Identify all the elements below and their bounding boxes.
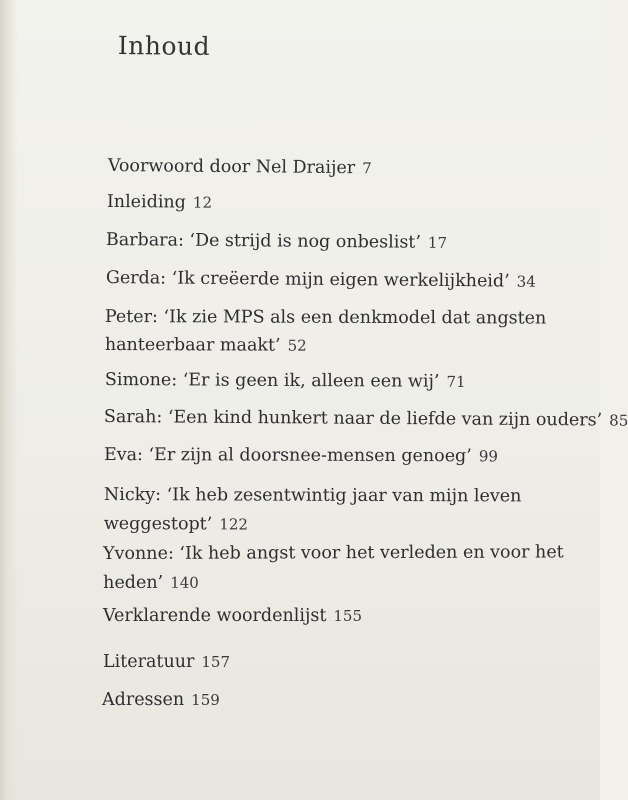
toc-entry-page: 71 — [446, 372, 466, 391]
toc-entry-title: Literatuur — [103, 652, 195, 672]
toc-entry-page: 155 — [333, 607, 363, 625]
toc-entry — [105, 303, 547, 361]
toc-entry-title: Gerda: ‘Ik creëerde mijn eigen werkelijkheid’ — [105, 267, 510, 292]
toc-entry-title-continued: weggestopt’ — [103, 513, 213, 535]
toc-entry-title-continued: heden’ — [103, 572, 164, 593]
toc-entry-page: 12 — [192, 193, 213, 212]
toc-entry — [105, 368, 466, 394]
toc-entry-page: 34 — [516, 272, 536, 291]
toc-entry — [103, 650, 230, 674]
toc-entry-page: 159 — [191, 691, 220, 709]
page-title: Inhoud — [117, 30, 211, 61]
toc-entry — [104, 443, 498, 468]
toc-entry-title: Eva: ‘Er zijn al doorsnee-mensen genoeg’ — [103, 445, 472, 467]
toc-entry — [106, 266, 536, 294]
toc-entry-title: Yvonne: ‘Ik heb angst voor het verleden en voor het — [103, 542, 564, 564]
toc-entry-title: Adressen — [102, 690, 185, 710]
toc-entry — [102, 688, 220, 712]
toc-entry-page: 99 — [478, 447, 498, 466]
toc-entry — [103, 604, 362, 628]
toc-entry-title: Peter: ‘Ik zie MPS als een denkmodel dat angsten — [104, 306, 547, 329]
toc-entry — [107, 190, 212, 215]
toc-entry — [104, 481, 522, 540]
toc-entry-page: 7 — [362, 159, 372, 178]
toc-entry-page: 122 — [219, 515, 248, 534]
toc-entry-title: Sarah: ‘Een kind hunkert naar de liefde van zijn ouders’ — [103, 406, 603, 431]
toc-entry-title: Nicky: ‘Ik heb zesentwintig jaar van mijn leven — [103, 484, 522, 507]
toc-entry-title: Verklarende woordenlijst — [103, 606, 327, 626]
toc-entry — [103, 538, 564, 598]
toc-entry-title-continued: hanteerbaar maakt’ — [104, 334, 281, 356]
toc-entry-page: 17 — [427, 233, 448, 252]
toc-entry-page: 157 — [201, 653, 230, 671]
toc-entry-title: Simone: ‘Er is geen ik, alleen een wij’ — [104, 369, 440, 392]
toc-entry-title: Voorwoord door Nel Draijer — [107, 155, 356, 179]
toc-entry — [104, 405, 628, 433]
toc-entry — [106, 228, 447, 255]
toc-entry-title: Barbara: ‘De strijd is nog onbeslist’ — [105, 229, 422, 253]
toc-entry-page: 85 — [609, 411, 628, 430]
toc-entry-page: 52 — [287, 336, 307, 355]
toc-entry — [108, 154, 372, 180]
toc-entry-title: Inleiding — [106, 191, 186, 213]
toc-entry-page: 140 — [170, 573, 199, 592]
